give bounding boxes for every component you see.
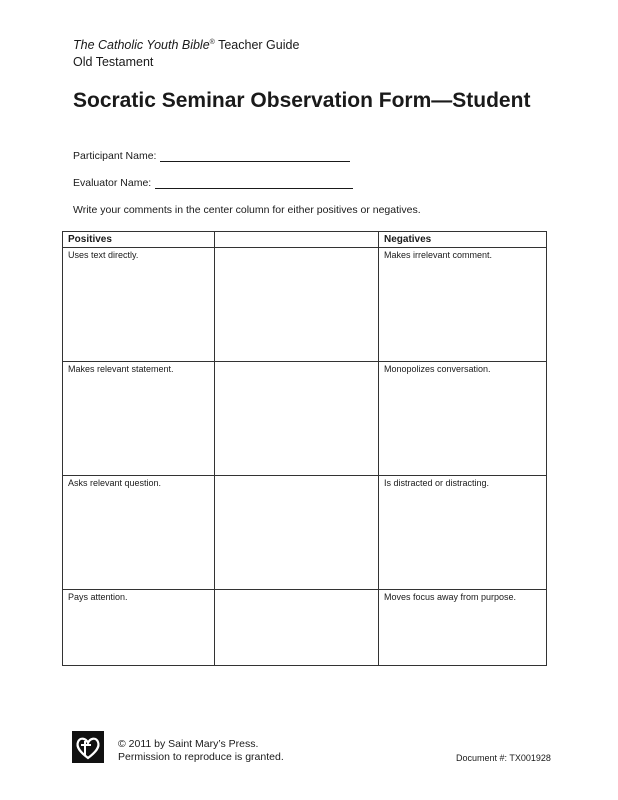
table-header-row [63,232,547,248]
instructions-text: Write your comments in the center column for either positives or negatives. [73,204,421,216]
negatives-header: Negatives [379,232,547,248]
negative-cell: Is distracted or distracting. [379,476,547,590]
document-header [73,34,299,71]
comment-cell[interactable] [215,362,379,476]
table-row [63,362,547,476]
saint-marys-press-logo-icon [72,731,104,763]
observation-table [62,231,547,666]
negative-cell: Makes irrelevant comment. [379,248,547,362]
book-title-line [73,34,299,54]
comments-header [215,232,379,248]
permission-text: Permission to reproduce is granted. [118,751,284,763]
evaluator-name-label: Evaluator Name: [73,177,152,189]
book-title: The Catholic Youth Bible [73,38,210,52]
copyright-text: © 2011 by Saint Mary’s Press. [118,738,259,750]
table-row [63,248,547,362]
positive-cell: Pays attention. [63,590,215,666]
registered-mark: ® [209,39,215,46]
positive-cell: Asks relevant question. [63,476,215,590]
negative-cell: Monopolizes conversation. [379,362,547,476]
participant-name-label: Participant Name: [73,150,157,162]
positive-cell: Makes relevant statement. [63,362,215,476]
comment-cell[interactable] [215,248,379,362]
document-number: Document #: TX001928 [456,753,551,763]
participant-name-field[interactable] [73,150,350,162]
guide-label: Teacher Guide [218,38,300,52]
table-row [63,590,547,666]
participant-name-line[interactable] [160,151,350,162]
table-row [63,476,547,590]
section-label: Old Testament [73,55,154,69]
evaluator-name-field[interactable] [73,177,353,189]
copyright-block [118,738,284,764]
comment-cell[interactable] [215,476,379,590]
positives-header: Positives [63,232,215,248]
page-title: Socratic Seminar Observation Form—Student [73,89,531,112]
positive-cell: Uses text directly. [63,248,215,362]
comment-cell[interactable] [215,590,379,666]
evaluator-name-line[interactable] [155,178,353,189]
negative-cell: Moves focus away from purpose. [379,590,547,666]
